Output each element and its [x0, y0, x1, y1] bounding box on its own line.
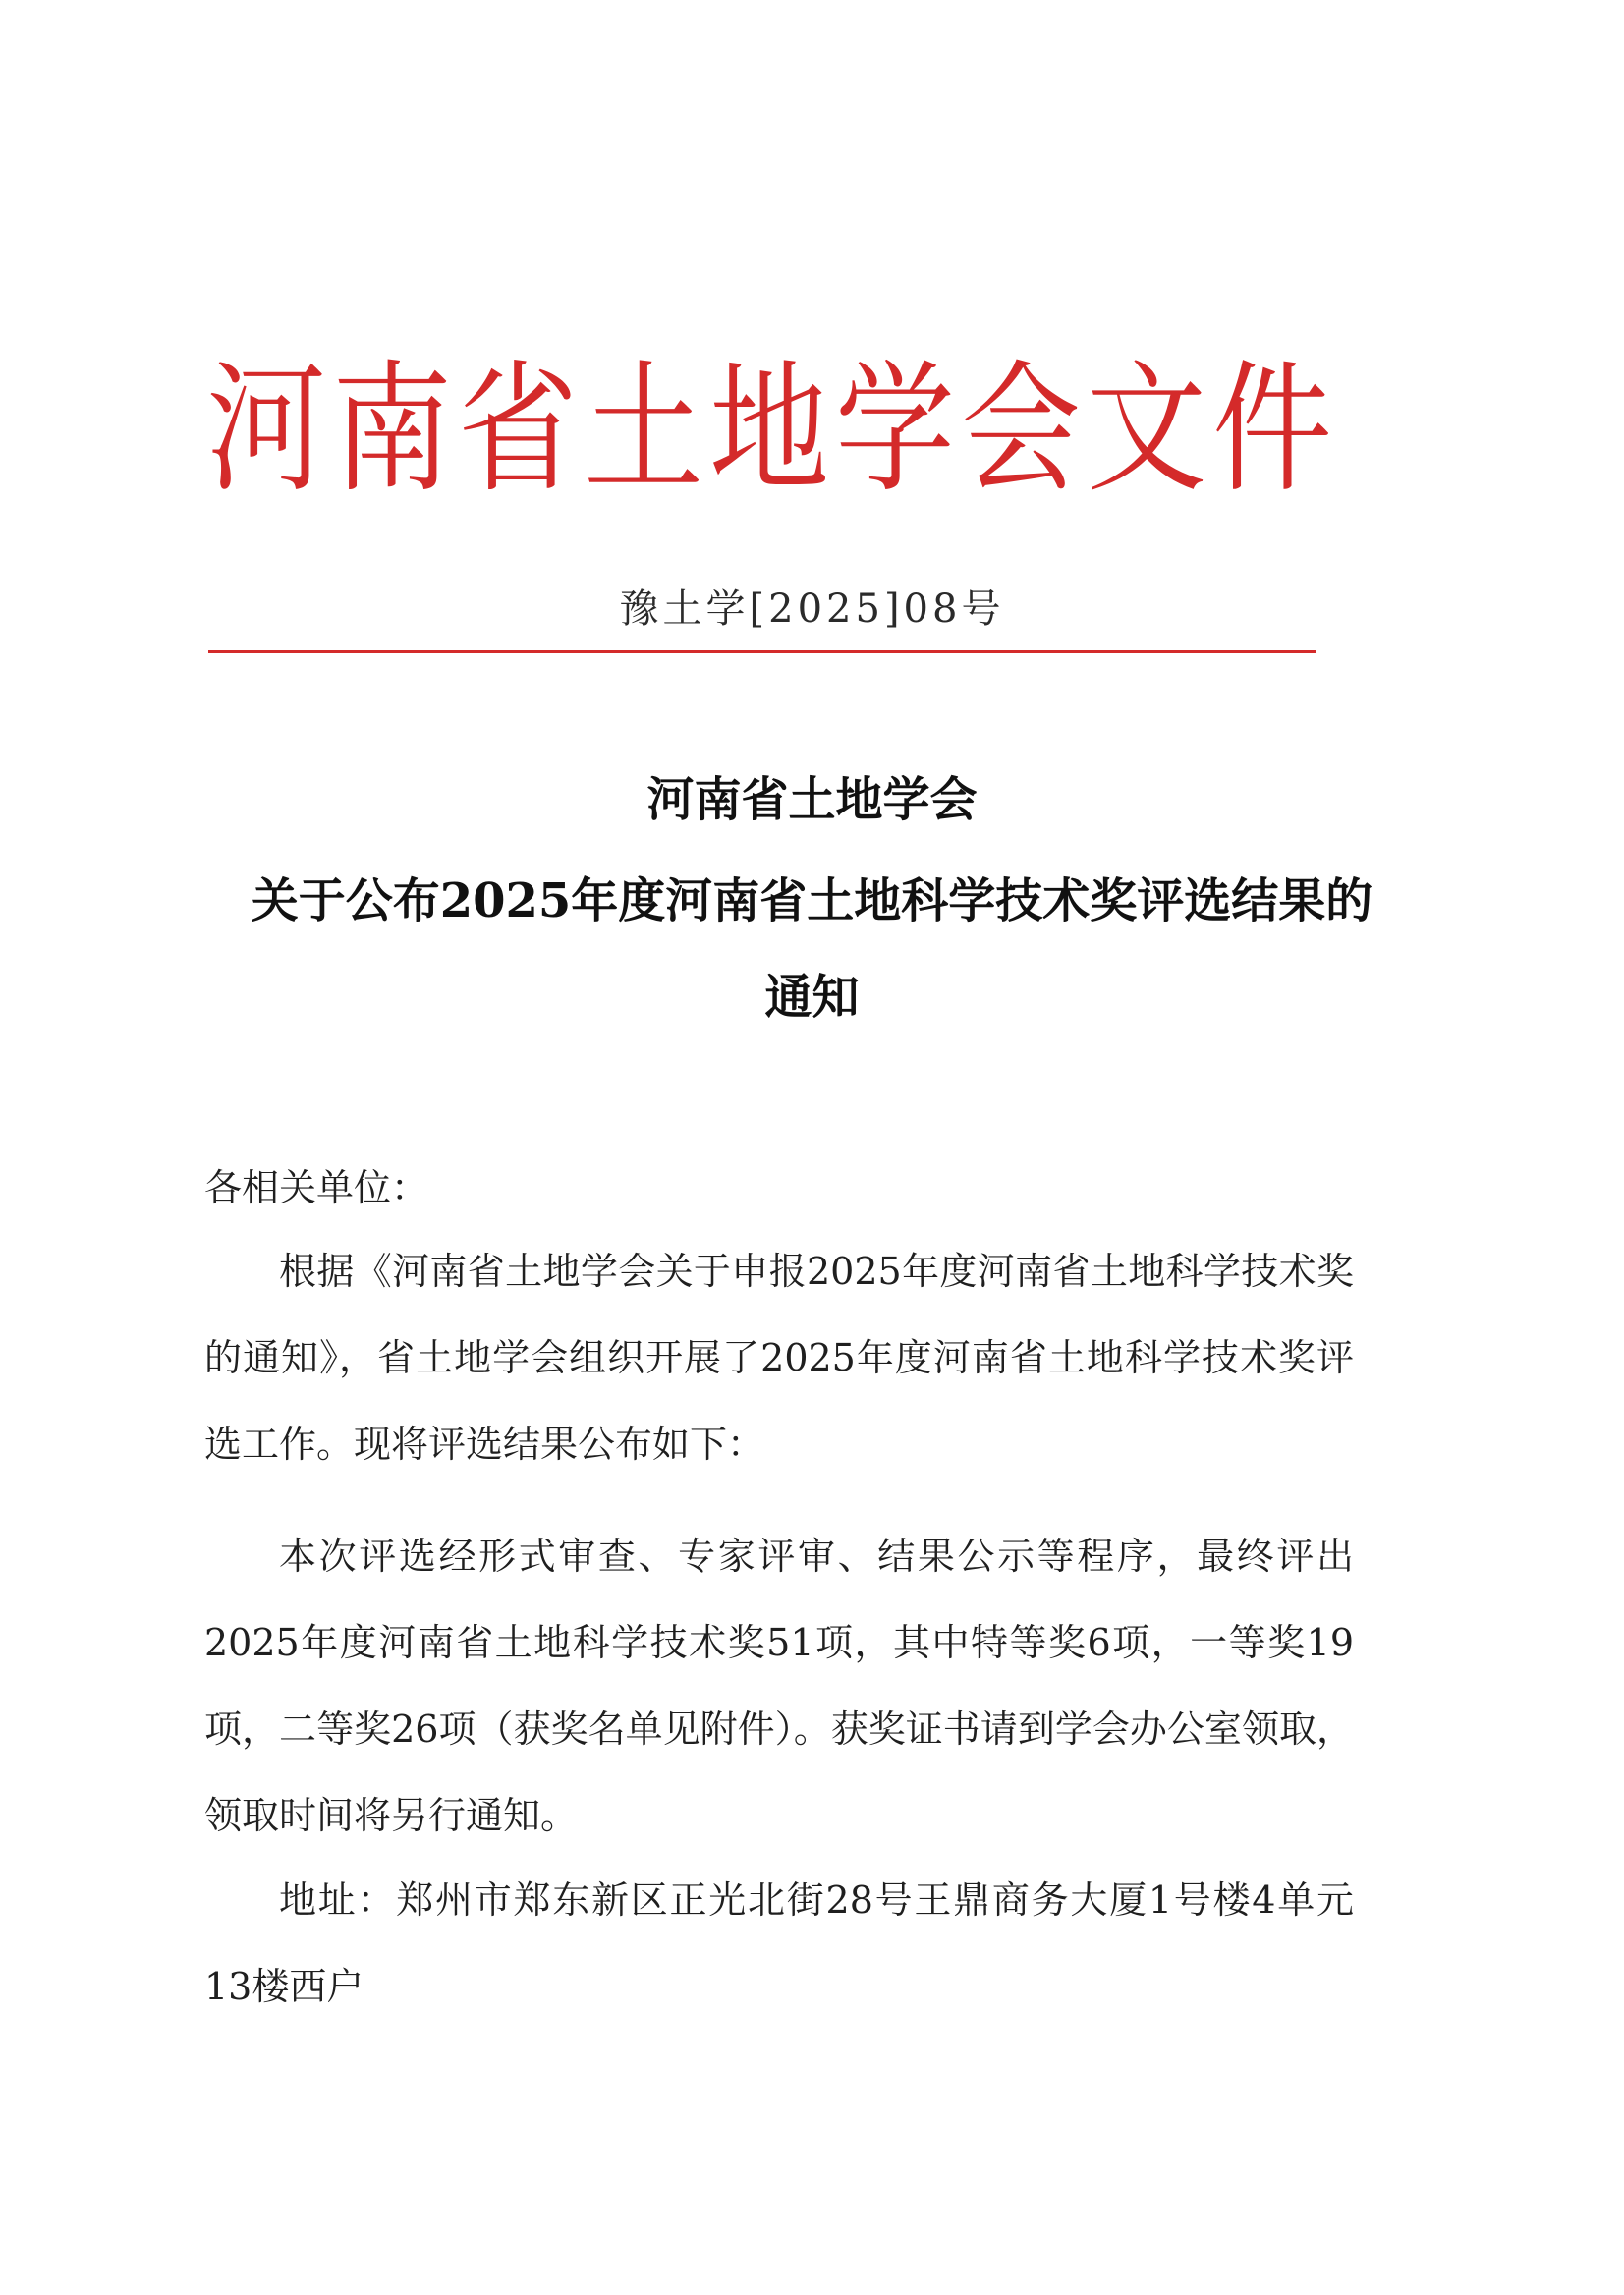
- salutation: 各相关单位：: [204, 1166, 429, 1209]
- document-number: 豫土学[2025]08号: [619, 587, 1005, 632]
- address-paragraph: 地址：郑州市郑东新区正光北街28号王鼎商务大厦1号楼4单元13楼西户: [204, 1878, 1354, 2008]
- org-header-title: 河南省土地学会文件: [206, 347, 1338, 512]
- body-paragraph-2: 本次评选经形式审查、专家评审、结果公示等程序，最终评出2025年度河南省土地科学技术奖51项，其中特等奖6项，一等奖19项，二等奖26项（获奖名单见附件）。获奖证书请到学会办公室领取，领取时间将另行通知。: [204, 1535, 1354, 1837]
- notice-title-line2: 关于公布2025年度河南省土地科学技术奖评选结果的: [251, 873, 1373, 928]
- body-paragraph-1: 根据《河南省土地学会关于申报2025年度河南省土地科学技术奖的通知》，省土地学会组织开展了2025年度河南省土地科学技术奖评选工作。现将评选结果公布如下：: [204, 1250, 1354, 1466]
- red-divider-line: [208, 650, 1316, 653]
- notice-title-line3: 通知: [764, 970, 860, 1025]
- notice-title-line1: 河南省土地学会: [646, 772, 978, 827]
